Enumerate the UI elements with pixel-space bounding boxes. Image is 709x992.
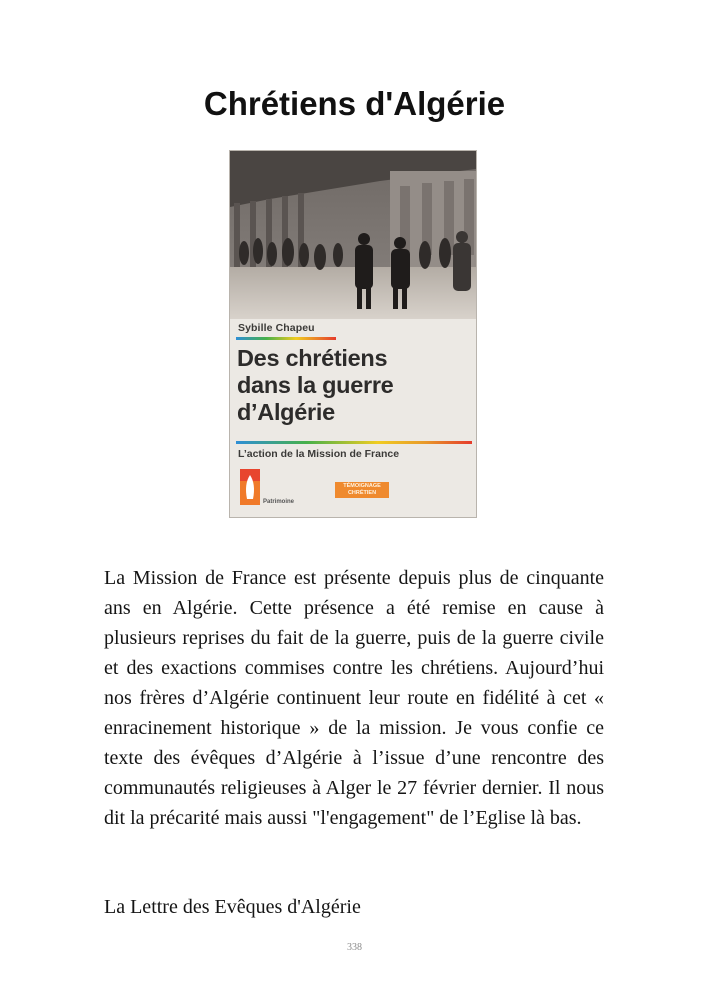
cover-photograph xyxy=(230,151,476,319)
publisher-logo-icon xyxy=(240,469,260,505)
imprint-logo xyxy=(335,482,389,498)
cover-title-line: Des chrétiens xyxy=(237,345,388,371)
page-title: Chrétiens d'Algérie xyxy=(203,85,506,122)
cover-title xyxy=(237,345,475,426)
cover-title-line: dans la guerre xyxy=(237,372,394,398)
cover-title-line: d’Algérie xyxy=(237,399,335,425)
series-label: Patrimoine xyxy=(263,499,295,505)
cover-color-rule-bottom xyxy=(236,441,472,444)
cover-subtitle: L’action de la Mission de France xyxy=(238,448,400,460)
imprint-line: CHRÉTIEN xyxy=(347,490,377,496)
article-signature: La Lettre des Evêques d'Algérie xyxy=(104,896,361,918)
cover-author: Sybille Chapeu xyxy=(238,322,315,334)
imprint-line: TÉMOIGNAGE xyxy=(343,483,381,489)
article-body: La Mission de France est présente depuis plus de cinquante ans en Algérie. Cette présence a été remise en cause à plusieurs reprises du fait de la guerre, puis de la guerre civile et des exactions commises contre les chrétiens. Aujourd’hui nos frères d’Algérie continuent leur route en fidélité à cet « enracinement historique » de la mission. Je vous confie ce texte des évêques d’Algérie à l’issue d’une rencontre des communautés religieuses à Alger le 27 février dernier. Il nous dit la précarité mais aussi "l'engagement" de l’Eglise là bas. xyxy=(104,567,604,829)
book-cover-image xyxy=(229,150,477,518)
cover-color-rule-top xyxy=(236,337,336,340)
page-number: 338 xyxy=(347,942,362,953)
